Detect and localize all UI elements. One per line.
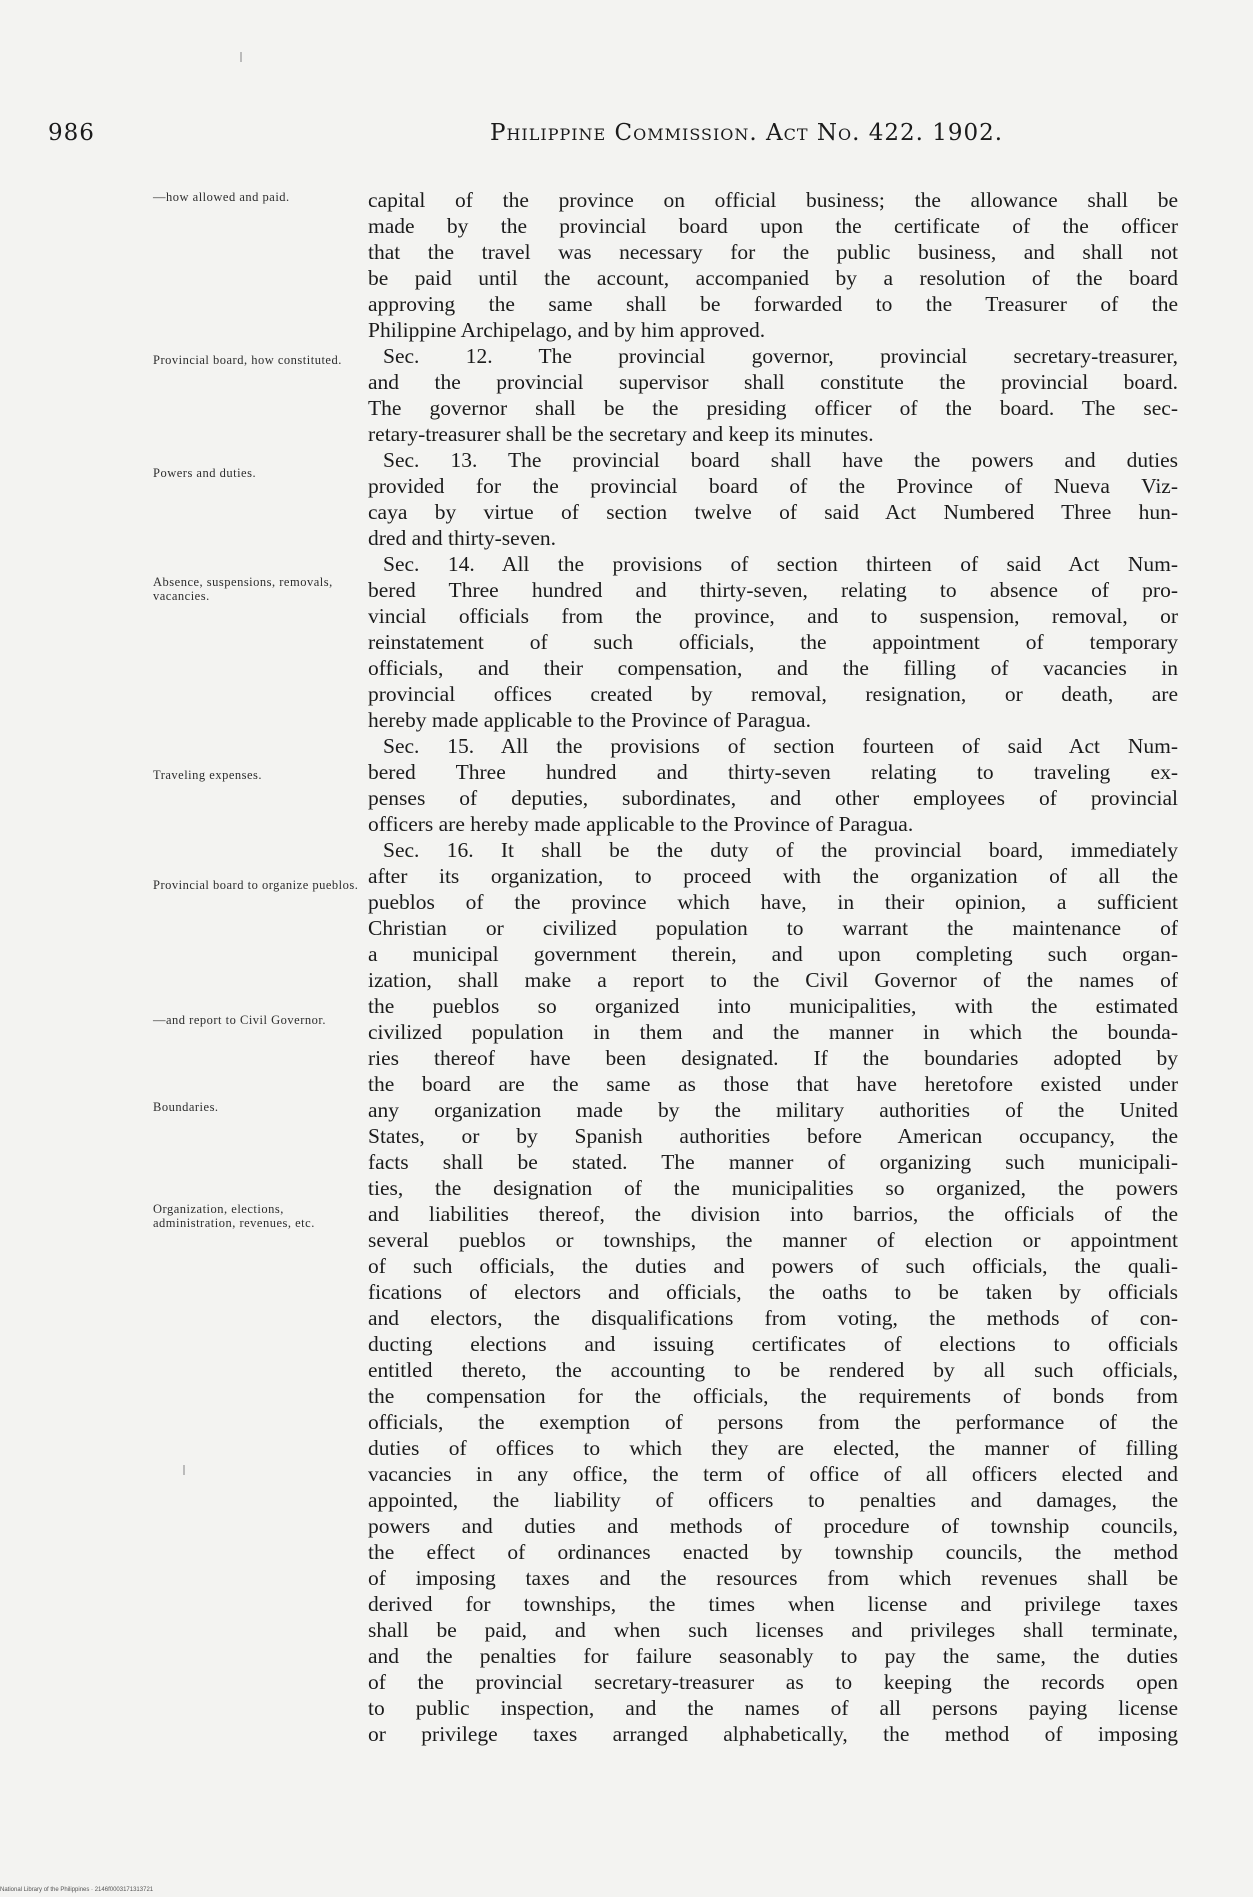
text-line: a municipal government therein, and upon completing such organ-: [368, 942, 1178, 966]
text-line: any organization made by the military authorities of the United: [368, 1098, 1178, 1122]
margin-note: Powers and duties.: [153, 466, 257, 480]
margin-note: Provincial board, how constituted.: [153, 353, 342, 367]
running-head: Philippine Commission. Act No. 422. 1902.: [490, 120, 1004, 146]
scan-footer: National Library of the Philippines · 2146f0003171313721: [0, 1887, 154, 1893]
text-line: Sec. 15. All the provisions of section fourteen of said Act Num-: [383, 734, 1178, 758]
text-line: of the provincial secretary-treasurer as to keeping the records open: [368, 1670, 1178, 1694]
text-line: The governor shall be the presiding officer of the board. The sec-: [368, 396, 1178, 420]
margin-note: Boundaries.: [153, 1100, 219, 1114]
margin-note: Provincial board to organize pueblos.: [153, 878, 359, 892]
text-line: powers and duties and methods of procedure of township councils,: [368, 1514, 1178, 1538]
text-line: dred and thirty-seven.: [368, 526, 557, 550]
text-line: Sec. 12. The provincial governor, provincial secretary-treasurer,: [383, 344, 1178, 368]
margin-note: —and report to Civil Governor.: [153, 1013, 326, 1027]
text-line: vacancies in any office, the term of office of all officers elected and: [368, 1462, 1178, 1486]
text-line: facts shall be stated. The manner of organizing such municipali-: [368, 1150, 1178, 1174]
text-line: the pueblos so organized into municipalities, with the estimated: [368, 994, 1178, 1018]
text-line: of imposing taxes and the resources from which revenues shall be: [368, 1566, 1178, 1590]
text-line: or privilege taxes arranged alphabetically, the method of imposing: [368, 1722, 1178, 1746]
margin-note: Organization, elections, administration, revenues, etc.: [153, 1202, 315, 1230]
text-line: made by the provincial board upon the certificate of the officer: [368, 214, 1178, 238]
text-line: Sec. 16. It shall be the duty of the provincial board, immediately: [383, 838, 1178, 862]
text-line: the board are the same as those that have heretofore existed under: [368, 1072, 1178, 1096]
text-line: derived for townships, the times when license and privilege taxes: [368, 1592, 1178, 1616]
text-line: duties of offices to which they are elected, the manner of filling: [368, 1436, 1178, 1460]
text-line: provincial offices created by removal, resignation, or death, are: [368, 682, 1178, 706]
text-line: provided for the provincial board of the Province of Nueva Viz-: [368, 474, 1178, 498]
text-line: entitled thereto, the accounting to be rendered by all such officials,: [368, 1358, 1178, 1382]
text-line: caya by virtue of section twelve of said Act Numbered Three hun-: [368, 500, 1178, 524]
text-line: the compensation for the officials, the requirements of bonds from: [368, 1384, 1178, 1408]
text-line: Philippine Archipelago, and by him approved.: [368, 318, 766, 342]
text-line: and electors, the disqualifications from voting, the methods of con-: [368, 1306, 1178, 1330]
text-line: bered Three hundred and thirty-seven relating to traveling ex-: [368, 760, 1178, 784]
text-line: reinstatement of such officials, the appointment of temporary: [368, 630, 1178, 654]
text-line: pueblos of the province which have, in their opinion, a sufficient: [368, 890, 1178, 914]
text-line: officials, the exemption of persons from the performance of the: [368, 1410, 1178, 1434]
text-line: fications of electors and officials, the oaths to be taken by officials: [368, 1280, 1178, 1304]
scan-speck: [240, 52, 242, 62]
text-line: and liabilities thereof, the division into barrios, the officials of the: [368, 1202, 1178, 1226]
text-line: penses of deputies, subordinates, and other employees of provincial: [368, 786, 1178, 810]
text-line: officers are hereby made applicable to the Province of Paragua.: [368, 812, 914, 836]
text-line: ries thereof have been designated. If the boundaries adopted by: [368, 1046, 1178, 1070]
text-line: ducting elections and issuing certificates of elections to officials: [368, 1332, 1178, 1356]
text-line: Christian or civilized population to warrant the maintenance of: [368, 916, 1178, 940]
text-line: the effect of ordinances enacted by township councils, the method: [368, 1540, 1178, 1564]
text-line: retary-treasurer shall be the secretary and keep its minutes.: [368, 422, 874, 446]
text-line: officials, and their compensation, and the filling of vacancies in: [368, 656, 1178, 680]
text-line: after its organization, to proceed with the organization of all the: [368, 864, 1178, 888]
text-line: ization, shall make a report to the Civil Governor of the names of: [368, 968, 1178, 992]
text-line: that the travel was necessary for the public business, and shall not: [368, 240, 1178, 264]
margin-note: Absence, suspensions, removals, vacancies.: [153, 575, 333, 603]
body-text: [368, 187, 1178, 1747]
text-line: capital of the province on official business; the allowance shall be: [368, 188, 1178, 212]
text-line: vincial officials from the province, and to suspension, removal, or: [368, 604, 1178, 628]
text-line: Sec. 13. The provincial board shall have the powers and duties: [383, 448, 1178, 472]
text-line: of such officials, the duties and powers of such officials, the quali-: [368, 1254, 1178, 1278]
margin-note: Traveling expenses.: [153, 768, 263, 782]
text-line: to public inspection, and the names of all persons paying license: [368, 1696, 1178, 1720]
text-line: be paid until the account, accompanied by a resolution of the board: [368, 266, 1178, 290]
text-line: bered Three hundred and thirty-seven, relating to absence of pro-: [368, 578, 1178, 602]
text-line: and the provincial supervisor shall constitute the provincial board.: [368, 370, 1178, 394]
margin-note: —how allowed and paid.: [153, 190, 290, 204]
text-line: States, or by Spanish authorities before American occupancy, the: [368, 1124, 1178, 1148]
text-line: several pueblos or townships, the manner of election or appointment: [368, 1228, 1178, 1252]
text-line: appointed, the liability of officers to penalties and damages, the: [368, 1488, 1178, 1512]
page-number: 986: [48, 120, 95, 146]
scan-speck: [183, 1465, 185, 1475]
text-line: Sec. 14. All the provisions of section thirteen of said Act Num-: [383, 552, 1178, 576]
text-line: and the penalties for failure seasonably to pay the same, the duties: [368, 1644, 1178, 1668]
text-line: civilized population in them and the manner in which the bounda-: [368, 1020, 1178, 1044]
text-line: ties, the designation of the municipalities so organized, the powers: [368, 1176, 1178, 1200]
text-line: shall be paid, and when such licenses and privileges shall terminate,: [368, 1618, 1178, 1642]
text-line: approving the same shall be forwarded to the Treasurer of the: [368, 292, 1178, 316]
text-line: hereby made applicable to the Province of Paragua.: [368, 708, 811, 732]
